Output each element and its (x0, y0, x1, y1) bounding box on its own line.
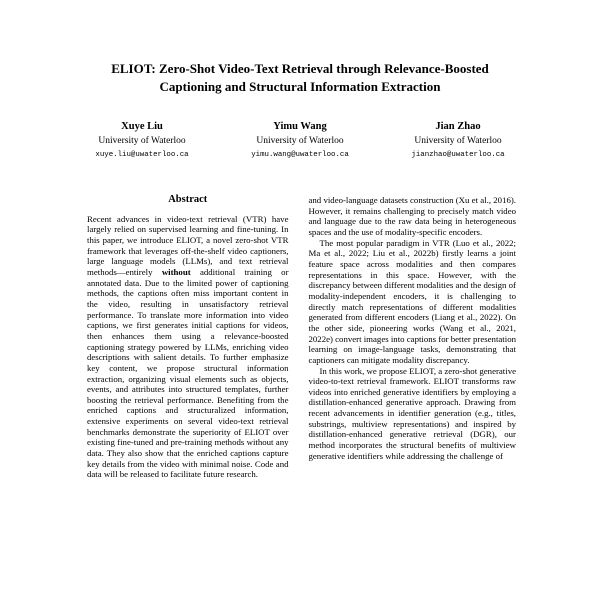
left-column (84, 195, 292, 480)
author-2-affiliation: University of Waterloo (256, 136, 344, 146)
abstract-heading: Abstract (168, 194, 208, 205)
paper-title-line1: ELIOT: Zero-Shot Video-Text Retrieval through Relevance-Boosted (111, 61, 489, 76)
abstract-text-part1: Recent advances in video-text retrieval (VTR) have largely relied on supervised learning and fine-tuning. In this paper, we introduce ELIOT, a novel zero-shot VTR framework that leverages off-the-shelf video captioners, large language models (LLMs), and text retrieval methods—entirely (87, 213, 289, 277)
abstract-text-part2: additional training or annotated data. Due to the limited power of captioning methods, the captions often miss important content in the video, resulting in unsatisfactory retrieval performance. To translate more information into video captions, we first generates initial captions for videos, then enhances them using a relevance-boosted captioning strategy powered by LLMs, enriching video descriptions with salient details. To further emphasize key content, we propose structural information extraction, organizing visual elements such as objects, events, and attributes into structured templates, further boosting the retrieval performance. Benefiting from the enriched captions and structuralized information, extensive experiments on several video-text retrieval benchmarks demonstrate the superiority of ELIOT over existing fine-tuned and pre-training methods without any data. They also show that the enriched captions capture key details from the video with minimal noise. Code and data will be released to facilitate future research. (87, 266, 289, 480)
author-2-email: yimu.wang@uwaterloo.ca (251, 151, 349, 159)
body-paragraph-1: and video-language datasets construction (Xu et al., 2016). However, it remains challenging to precisely match video and language due to the raw data being in heterogeneous spaces and the use of modality-specific encoders. (308, 195, 516, 237)
two-column-body (84, 195, 516, 480)
author-3-email: jianzhao@uwaterloo.ca (411, 151, 505, 159)
paper-title (62, 60, 538, 95)
author-2 (221, 120, 379, 161)
author-block (0, 120, 600, 161)
abstract-text (84, 214, 292, 480)
author-1-name: Xuye Liu (121, 121, 163, 132)
author-3-name: Jian Zhao (435, 121, 481, 132)
author-3 (379, 120, 537, 161)
author-1-affiliation: University of Waterloo (98, 136, 186, 146)
body-paragraph-3: In this work, we propose ELIOT, a zero-shot generative video-to-text retrieval framework. ELIOT transforms raw videos into enriched generative identifiers by employing a distillation-enhanced generative approach. Drawing from recent advancements in identifier generation (e.g., titles, substrings, multiview representations) and inspired by distillation-enhanced generative retrieval (DGR), our method incorporates the structural benefits of multiview generative identifiers while addressing the challenge of (308, 365, 516, 461)
body-paragraph-2: The most popular paradigm in VTR (Luo et al., 2022; Ma et al., 2022; Liu et al., 2022b) firstly learns a joint feature space across modalities and then compares representations in this space. However, with the discrepancy between different modalities and the design of modality-independent encoders, it is challenging to directly match representations of different modalities generated from different encoders (Liang et al., 2022). On the other side, pioneering works (Wang et al., 2021, 2022e) convert images into captions for better presentation learning on image-language tasks, demonstrating that captioners can mitigate modality discrepancy. (308, 237, 516, 365)
author-2-name: Yimu Wang (273, 121, 327, 132)
right-column (309, 195, 517, 480)
paper-title-line2: Captioning and Structural Information Extraction (159, 78, 441, 94)
abstract-bold-word: without (161, 266, 191, 277)
author-1 (63, 120, 221, 161)
author-1-email: xuye.liu@uwaterloo.ca (95, 151, 189, 159)
author-3-affiliation: University of Waterloo (414, 136, 502, 146)
